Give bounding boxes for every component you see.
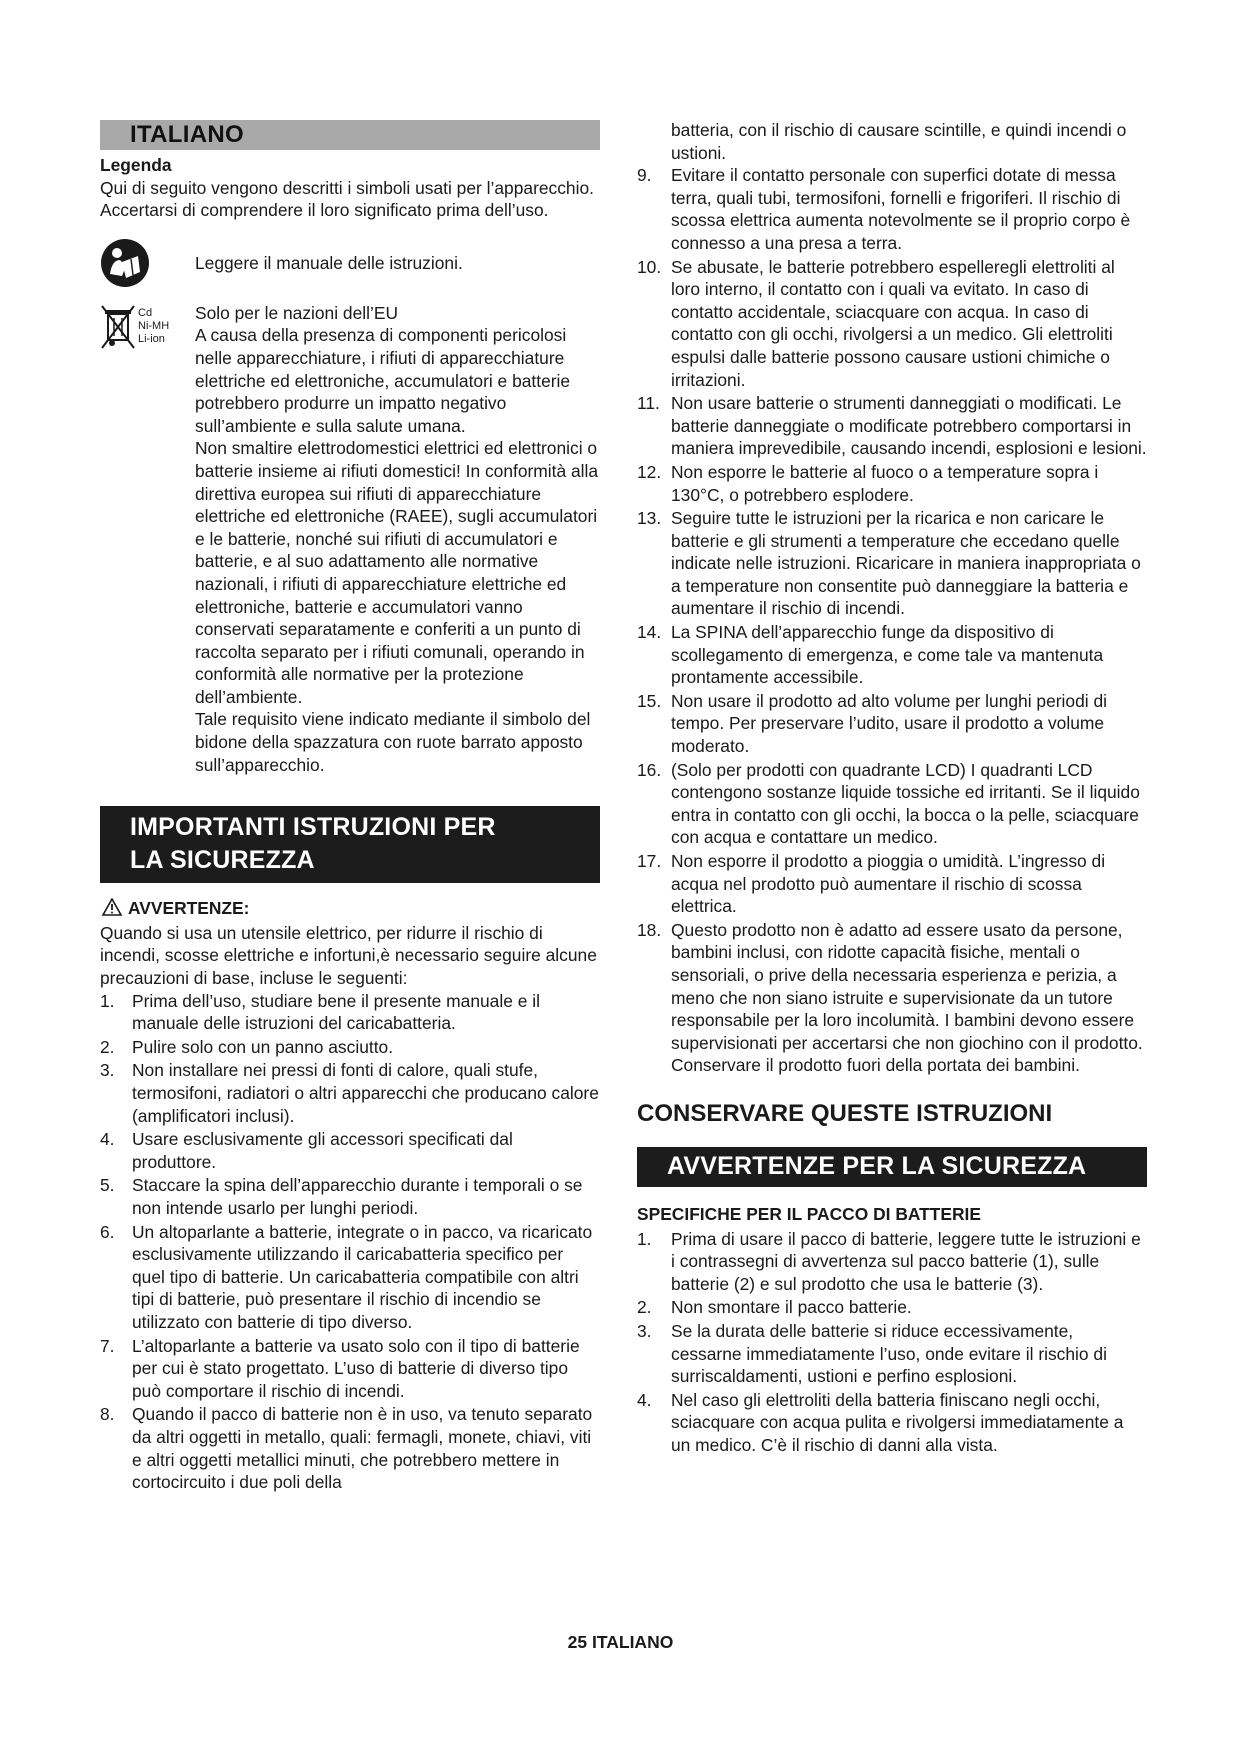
item-text: Se abusate, le batterie potrebbero espelleregli elettroliti al loro interno, il contatto con i quali va evitato. In caso di contatto accidentale, sciacquare con acqua. In caso di contatto con gli occhi, rivolgersi a un medico. Gli elettroliti espulsi dalle batterie possono causare ustioni chimiche o irritazioni. <box>671 256 1115 390</box>
list-item <box>100 1036 600 1059</box>
item-text: Non esporre le batterie al fuoco o a temperature sopra i 130°C, o potrebbero esplodere. <box>671 461 1099 505</box>
list-item <box>637 507 1147 620</box>
item-text: Pulire solo con un panno asciutto. <box>132 1036 394 1057</box>
item-number: 15. <box>637 690 662 711</box>
list-item <box>637 1389 1147 1457</box>
list-item <box>637 919 1147 1077</box>
item-number: 3. <box>637 1320 652 1341</box>
safety-banner-line: LA SICUREZZA <box>130 846 315 875</box>
list-item <box>100 1174 600 1219</box>
item-number: 2. <box>100 1036 115 1057</box>
item-number: 5. <box>100 1175 115 1196</box>
legend-intro: Qui di seguito vengono descritti i simboli usati per l’apparecchio. Accertarsi di comprendere il loro significato prima dell’uso. <box>100 177 594 221</box>
item-text: Prima dell’uso, studiare bene il presente manuale e il manuale delle istruzioni del caricabatteria. <box>132 990 540 1034</box>
item-number: 2. <box>637 1297 652 1318</box>
item-number: 3. <box>100 1060 115 1081</box>
item-number: 14. <box>637 622 662 643</box>
battery-list <box>637 1228 1147 1457</box>
item-number: 11. <box>637 393 660 414</box>
item8-continuation: batteria, con il rischio di causare scintille, e quindi incendi o ustioni. <box>671 120 1127 163</box>
list-item <box>100 1128 600 1173</box>
battery-pack-heading: SPECIFICHE PER IL PACCO DI BATTERIE <box>637 1203 981 1224</box>
item-number: 10. <box>637 256 662 277</box>
item-text: Quando il pacco di batterie non è in uso, va tenuto separato da altri oggetti in metallo, quali: fermagli, monete, chiavi, viti e altri oggetti metallici minuti, che potrebbero mettere in cortocircuito i due poli della <box>132 1404 593 1493</box>
item-text: Usare esclusivamente gli accessori specificati dal produttore. <box>132 1129 513 1172</box>
list-item <box>637 690 1147 758</box>
list-item <box>637 759 1147 849</box>
right-column <box>637 119 1147 1457</box>
item-number: 1. <box>637 1228 652 1249</box>
item-number: 7. <box>100 1335 115 1356</box>
weee-label-cd: Cd <box>138 306 153 319</box>
item-text: Non installare nei pressi di fonti di calore, quali stufe, termosifoni, radiatori o altri apparecchi che producano calore (amplificatori inclusi). <box>132 1060 599 1126</box>
warning-triangle-icon <box>102 898 122 922</box>
item-number: 18. <box>637 919 662 940</box>
item-number: 1. <box>100 990 115 1011</box>
list-item <box>637 850 1147 918</box>
item-text: Non usare batterie o strumenti danneggiati o modificati. Le batterie danneggiate o modificate potrebbero comportarsi in maniera imprevedibile, causando incendi, esplosioni e lesioni. <box>671 393 1147 459</box>
item-text: Nel caso gli elettroliti della batteria finiscano negli occhi, sciacquare con acqua pulita e rivolgersi immediatamente a un medico. C’è il rischio di danni alla vista. <box>671 1389 1124 1455</box>
list-item <box>100 990 600 1035</box>
left-column <box>100 120 600 1495</box>
symbol-manual-row <box>100 238 600 290</box>
item-text: Se la durata delle batterie si riduce eccessivamente, cessarne immediatamente l’uso, onde evitare il rischio di surriscaldamenti, ustioni e perfino esplosioni. <box>671 1320 1107 1387</box>
list-item <box>637 1296 1147 1319</box>
item-number: 13. <box>637 508 662 529</box>
keep-instructions-heading: CONSERVARE QUESTE ISTRUZIONI <box>637 1099 1053 1127</box>
safety-list-left <box>100 990 600 1494</box>
weee-paragraph: Non smaltire elettrodomestici elettrici ed elettronici o batterie insieme ai rifiuti domestici! In conformità alla direttiva europea sui rifiuti di apparecchiature elettriche ed elettroniche (RAEE), sugli accumulatori e le batterie, nonché sui rifiuti di accumulatori e batterie, e al suo adattamento alle normative nazionali, i rifiuti di apparecchiature elettriche ed elettroniche, batterie e accumulatori vanno conservati separatamente e conferiti a un punto di raccolta separato per i rifiuti comunali, operando in conformità alle normative per la protezione dell’ambiente. <box>195 438 599 707</box>
language-banner: ITALIANO <box>100 120 600 150</box>
list-item <box>100 1335 600 1403</box>
weee-label-liion: Li-ion <box>138 332 165 345</box>
item-text: (Solo per prodotti con quadrante LCD) I quadranti LCD contengono sostanze liquide tossiche ed irritanti. Se il liquido entra in contatto con gli occhi, la bocca o la pelle, sciacquare con acqua e contattare un medico. <box>671 759 1140 848</box>
item-number: 4. <box>637 1389 652 1410</box>
weee-text-block <box>195 302 600 776</box>
item-number: 6. <box>100 1221 115 1242</box>
item-text: Evitare il contatto personale con superfici dotate di messa terra, quali tubi, termosifoni, fornelli e frigoriferi. Il rischio di scossa elettrica aumenta notevolmente se il proprio corpo è connesso a una presa a terra. <box>671 165 1131 253</box>
item-text: L’altoparlante a batterie va usato solo con il tipo di batterie per cui è stato progettato. L’uso di batterie di diverso tipo può comportare il rischio di incendi. <box>132 1335 580 1401</box>
crossed-bin-icon <box>100 302 190 358</box>
item-text: La SPINA dell’apparecchio funge da dispositivo di scollegamento di emergenza, e come tale va mantenuta prontamente accessibile. <box>671 622 1104 688</box>
weee-paragraph: A causa della presenza di componenti pericolosi nelle apparecchiature, i rifiuti di apparecchiature elettriche ed elettroniche, accumulatori e batterie potrebbero produrre un impatto negativo sull’ambiente e sulla salute umana. <box>195 325 571 436</box>
page-footer: 25 ITALIANO <box>567 1632 674 1652</box>
weee-label-nimh: Ni-MH <box>138 319 170 332</box>
list-item <box>637 256 1147 392</box>
item-number: 9. <box>637 165 652 186</box>
item-text: Questo prodotto non è adatto ad essere usato da persone, bambini inclusi, con ridotte capacità fisiche, mentali o sensoriali, o prive della necessaria esperienza e perizia, a meno che non siano istruite e supervisionate da un tutore responsabile per la loro incolumità. I bambini devono essere supervisionati per accertarsi che non giochino con il prodotto. Conservare il prodotto fuori della portata dei bambini. <box>671 919 1143 1076</box>
item-text: Seguire tutte le istruzioni per la ricarica e non caricare le batterie e gli strumenti a temperature che eccedano quelle indicate nelle istruzioni. Ricaricare in maniera inappropriata o a temperature non consentite può danneggiare la batteria e aumentare il rischio di incendi. <box>671 508 1141 619</box>
list-item <box>637 164 1147 254</box>
safety-banner-line: IMPORTANTI ISTRUZIONI PER <box>130 813 496 842</box>
item-text: Non usare il prodotto ad alto volume per lunghi periodi di tempo. Per preservare l’udito, usare il prodotto a volume moderato. <box>671 690 1107 757</box>
safety-list-right <box>637 164 1147 1077</box>
warning-title: AVVERTENZE: <box>128 898 250 919</box>
weee-paragraph: Tale requisito viene indicato mediante il simbolo del bidone della spazzatura con ruote barrato apposto sull’apparecchio. <box>195 709 591 775</box>
warning-heading <box>100 897 600 922</box>
list-item <box>637 1228 1147 1296</box>
list-item <box>637 621 1147 689</box>
item-text: Staccare la spina dell’apparecchio durante i temporali o se non intende usarlo per lunghi periodi. <box>132 1175 583 1218</box>
item-number: 17. <box>637 851 662 871</box>
item-number: 8. <box>100 1404 115 1425</box>
item-text: Un altoparlante a batterie, integrate o in pacco, va ricaricato esclusivamente utilizzando il caricabatteria specifico per quel tipo di batterie. Un caricabatteria compatibile con altri tipi di batterie, può presentare il rischio di incendio se utilizzato con batterie di tipo diverso. <box>132 1221 593 1332</box>
item-number: 12. <box>637 461 662 482</box>
read-manual-icon <box>100 238 150 294</box>
list-item <box>637 461 1147 506</box>
warning-intro: Quando si usa un utensile elettrico, per ridurre il rischio di incendi, scosse elettriche e infortuni,è necessario seguire alcune precauzioni di base, incluse le seguenti: <box>100 922 597 989</box>
item-number: 4. <box>100 1129 115 1150</box>
safety-warnings-banner: AVVERTENZE PER LA SICUREZZA <box>637 1147 1147 1187</box>
list-item <box>100 1221 600 1334</box>
item-number: 16. <box>637 759 662 780</box>
list-item <box>100 1059 600 1127</box>
item-text: Prima di usare il pacco di batterie, leggere tutte le istruzioni e i contrassegni di avvertenza sul pacco batterie (1), sulle batterie (2) e sul prodotto che usa le batterie (3). <box>671 1228 1141 1294</box>
list-item <box>100 1403 600 1493</box>
list-item <box>637 392 1147 460</box>
symbol-weee-row <box>100 302 600 776</box>
weee-paragraph: Solo per le nazioni dell’EU <box>195 302 399 323</box>
symbol-manual-text: Leggere il manuale delle istruzioni. <box>195 252 463 273</box>
safety-instructions-banner <box>100 806 600 883</box>
list-item <box>637 1320 1147 1388</box>
item-text: Non esporre il prodotto a pioggia o umidità. L’ingresso di acqua nel prodotto può aumentare il rischio di scossa elettrica. <box>671 851 1106 917</box>
item-text: Non smontare il pacco batterie. <box>671 1297 912 1318</box>
legend-title: Legenda <box>100 155 172 175</box>
